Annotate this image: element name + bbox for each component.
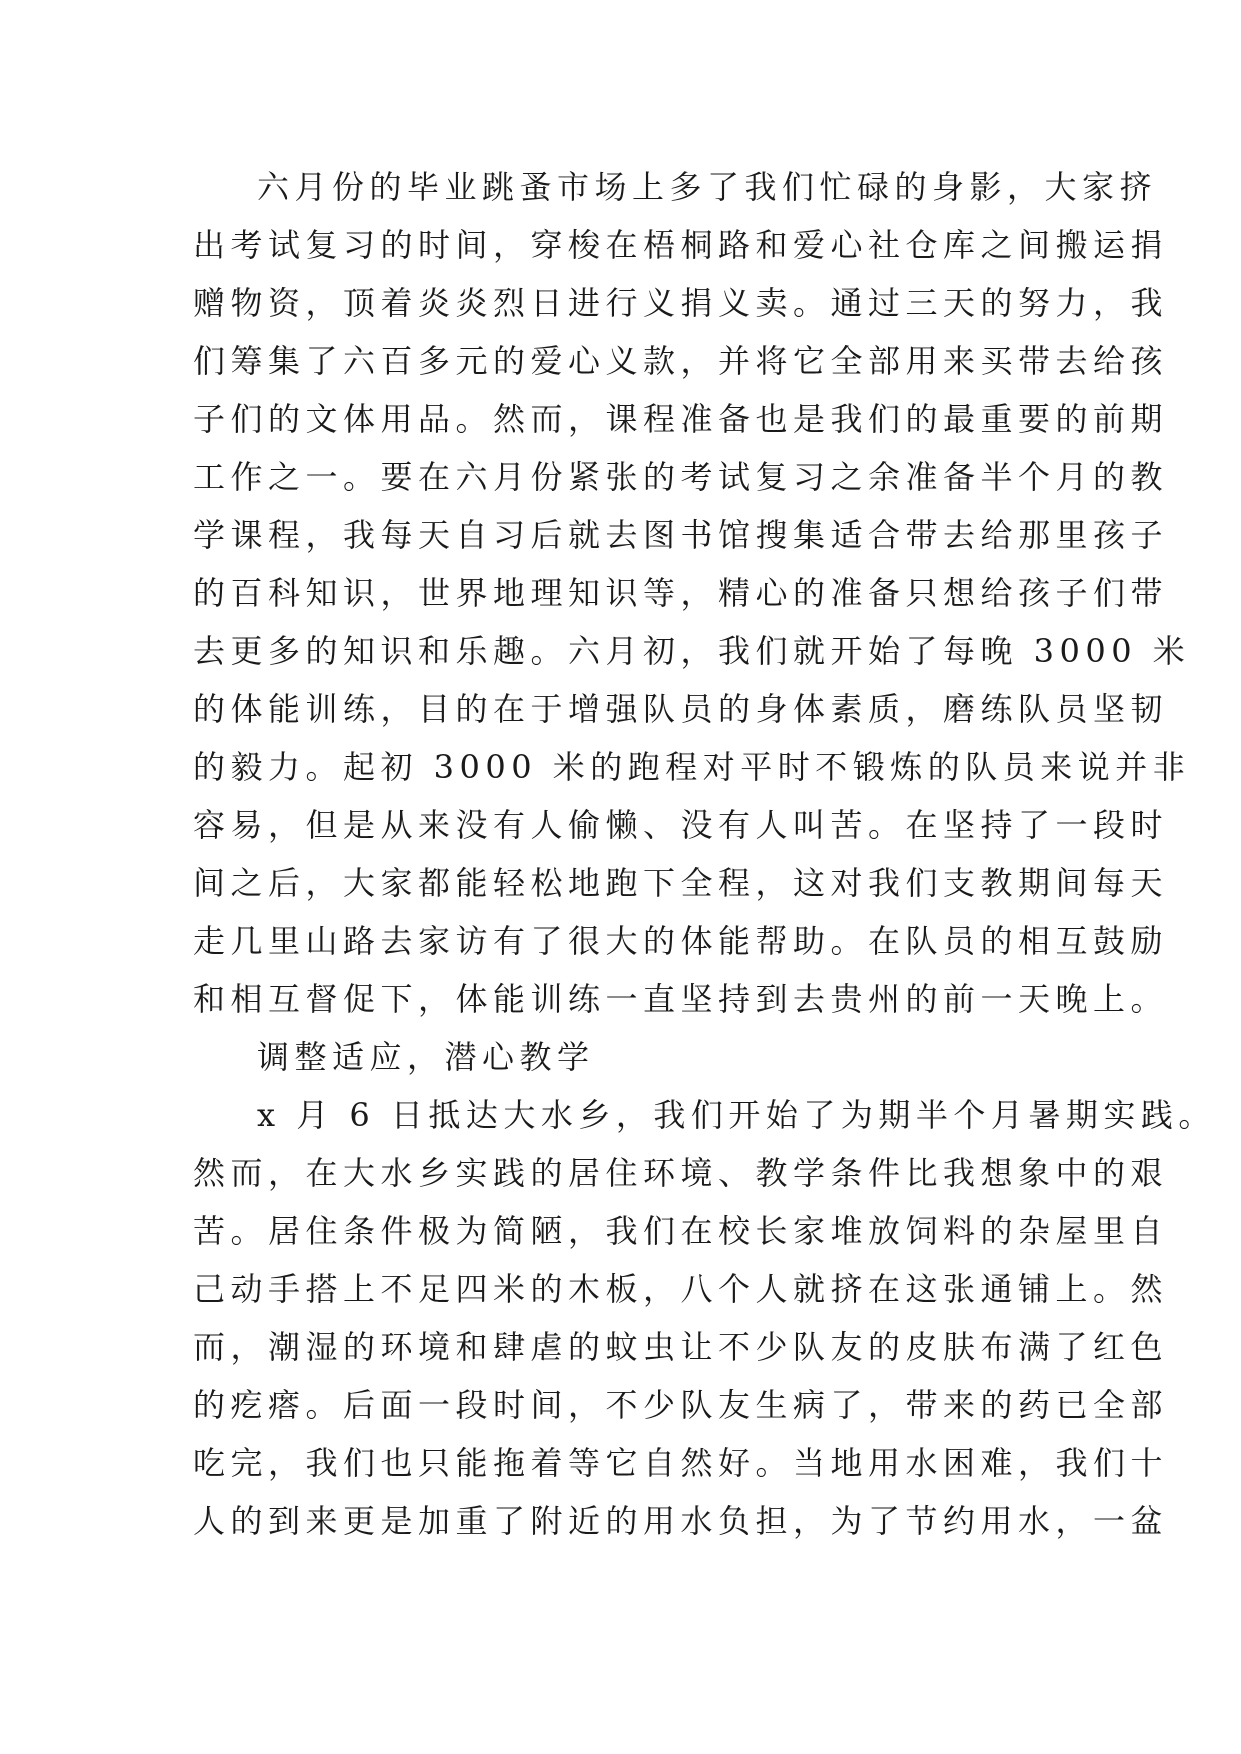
section-heading: 调整适应，潜心教学 — [257, 1038, 595, 1076]
paragraph-line: 吃完，我们也只能拖着等它自然好。当地用水困难，我们十 — [193, 1444, 1169, 1482]
paragraph-line: 的百科知识，世界地理知识等，精心的准备只想给孩子们带 — [193, 574, 1169, 612]
paragraph-line: 们筹集了六百多元的爱心义款，并将它全部用来买带去给孩 — [193, 342, 1169, 380]
paragraph-line: 学课程，我每天自习后就去图书馆搜集适合带去给那里孩子 — [193, 516, 1169, 554]
paragraph-line: 工作之一。要在六月份紧张的考试复习之余准备半个月的教 — [193, 458, 1169, 496]
paragraph-line: 六月份的毕业跳蚤市场上多了我们忙碌的身影，大家挤 — [257, 168, 1158, 206]
paragraph-line: 的疙瘩。后面一段时间，不少队友生病了，带来的药已全部 — [193, 1386, 1169, 1424]
paragraph-line: 人的到来更是加重了附近的用水负担，为了节约用水，一盆 — [193, 1502, 1169, 1540]
paragraph-line: 然而，在大水乡实践的居住环境、教学条件比我想象中的艰 — [193, 1154, 1169, 1192]
paragraph-line: 子们的文体用品。然而，课程准备也是我们的最重要的前期 — [193, 400, 1169, 438]
paragraph-line: 走几里山路去家访有了很大的体能帮助。在队员的相互鼓励 — [193, 922, 1169, 960]
paragraph-line: 苦。居住条件极为简陋，我们在校长家堆放饲料的杂屋里自 — [193, 1212, 1169, 1250]
paragraph-line: 的体能训练，目的在于增强队员的身体素质，磨练队员坚韧 — [193, 690, 1169, 728]
paragraph-line: 和相互督促下，体能训练一直坚持到去贵州的前一天晚上。 — [193, 980, 1169, 1018]
paragraph-line: 出考试复习的时间，穿梭在梧桐路和爱心社仓库之间搬运捐 — [193, 226, 1169, 264]
paragraph-line: 而，潮湿的环境和肆虐的蚊虫让不少队友的皮肤布满了红色 — [193, 1328, 1169, 1366]
paragraph-line: 的毅力。起初 3000 米的跑程对平时不锻炼的队员来说并非 — [193, 748, 1191, 786]
paragraph-line: 容易，但是从来没有人偷懒、没有人叫苦。在坚持了一段时 — [193, 806, 1169, 844]
paragraph-line: 己动手搭上不足四米的木板，八个人就挤在这张通铺上。然 — [193, 1270, 1169, 1308]
body-text — [193, 158, 1216, 1550]
paragraph-line: 赠物资，顶着炎炎烈日进行义捐义卖。通过三天的努力，我 — [193, 284, 1169, 322]
paragraph-line: 去更多的知识和乐趣。六月初，我们就开始了每晚 3000 米 — [193, 632, 1191, 670]
paragraph-line: 间之后，大家都能轻松地跑下全程，这对我们支教期间每天 — [193, 864, 1169, 902]
paragraph-line: x 月 6 日抵达大水乡，我们开始了为期半个月暑期实践。 — [257, 1096, 1216, 1134]
